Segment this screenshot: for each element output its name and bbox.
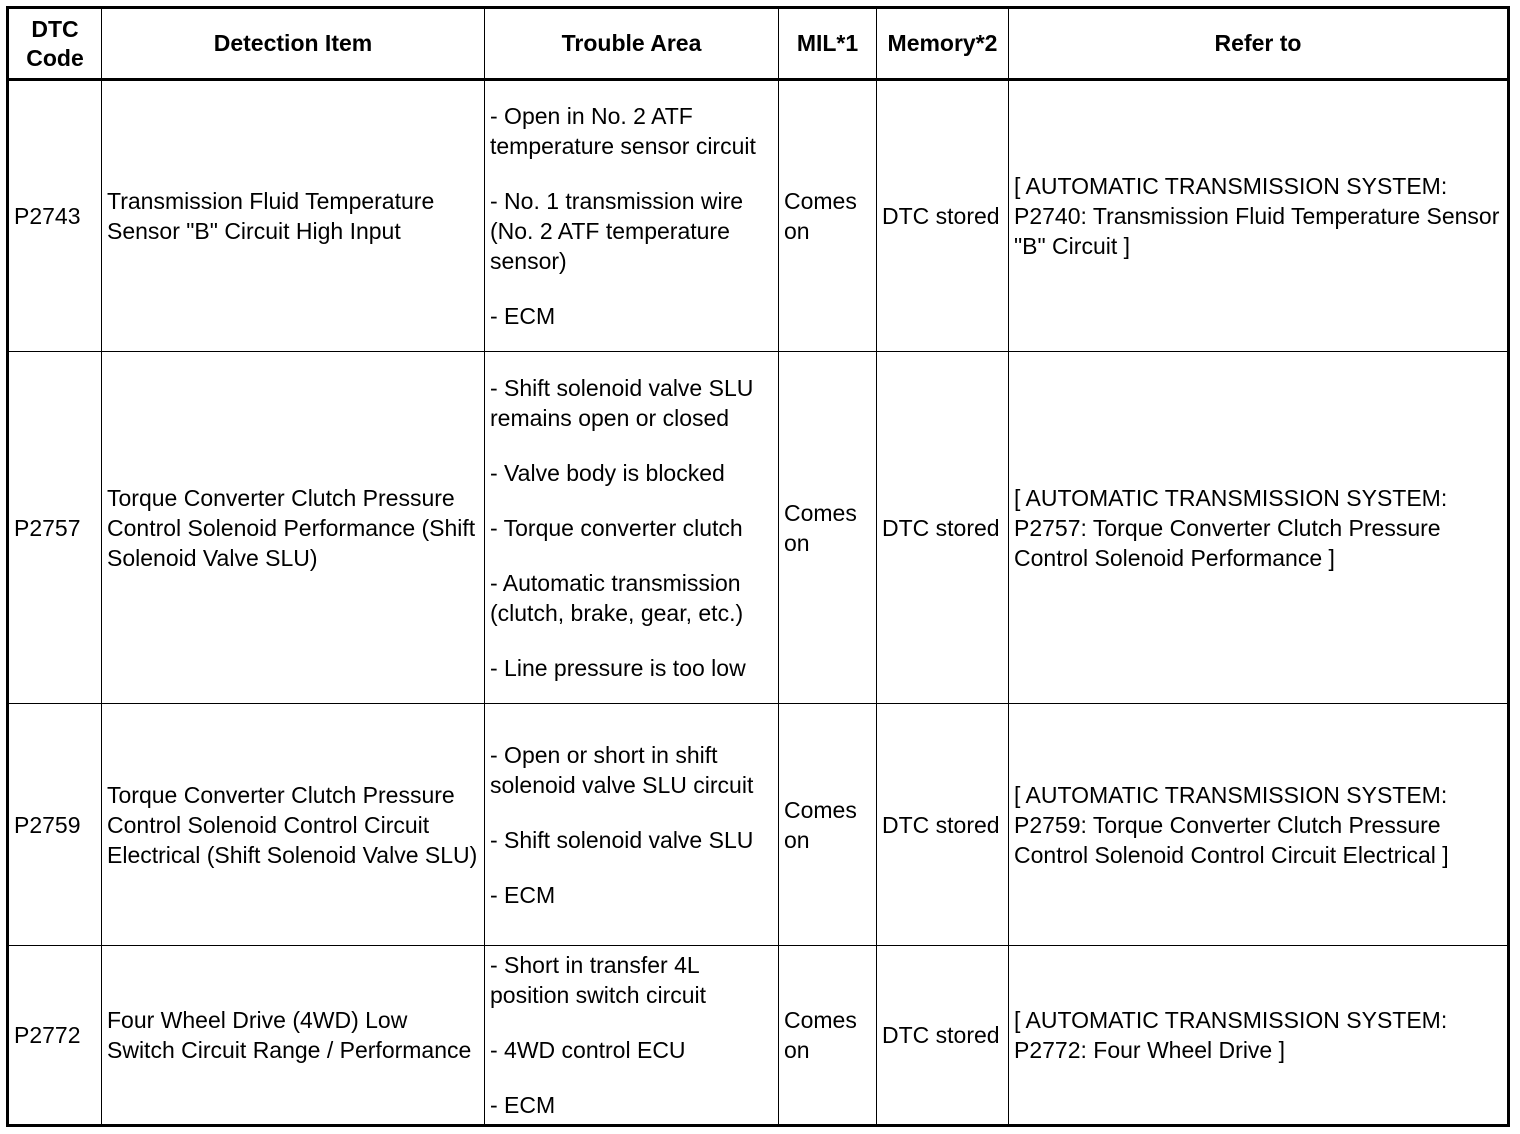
trouble-area-item: - Open or short in shift solenoid valve SLU circuit [490, 741, 754, 798]
header-refer-to: Refer to [1009, 8, 1509, 80]
trouble-area-cell [485, 704, 779, 946]
refer-to-link[interactable]: [ AUTOMATIC TRANSMISSION SYSTEM: P2740: Transmission Fluid Temperature Sensor "B" Circuit ] [1009, 80, 1509, 352]
trouble-area-cell [485, 80, 779, 352]
table-row [8, 352, 1509, 704]
mil-cell: Comes on [779, 80, 877, 352]
detection-item-cell: Four Wheel Drive (4WD) Low Switch Circuit Range / Performance [102, 946, 485, 1126]
header-dtc-code-line2: Code [26, 44, 84, 71]
table-row [8, 704, 1509, 946]
trouble-area-item: - Open in No. 2 ATF temperature sensor circuit [490, 103, 756, 159]
header-memory: Memory*2 [877, 8, 1009, 80]
memory-cell: DTC stored [877, 352, 1009, 704]
refer-to-link[interactable]: [ AUTOMATIC TRANSMISSION SYSTEM: P2757: Torque Converter Clutch Pressure Control Solenoid Performance ] [1009, 352, 1509, 704]
memory-cell: DTC stored [877, 704, 1009, 946]
table-row [8, 946, 1509, 1126]
trouble-area-item: - Automatic transmission (clutch, brake, gear, etc.) [490, 569, 744, 626]
refer-to-link[interactable]: [ AUTOMATIC TRANSMISSION SYSTEM: P2759: Torque Converter Clutch Pressure Control Solenoid Control Circuit Electrical ] [1009, 704, 1509, 946]
detection-item-cell: Torque Converter Clutch Pressure Control Solenoid Control Circuit Electrical (Shift Solenoid Valve SLU) [102, 704, 485, 946]
trouble-area-item: - Short in transfer 4L position switch circuit [490, 952, 707, 1008]
dtc-table [6, 6, 1510, 1127]
refer-to-link[interactable]: [ AUTOMATIC TRANSMISSION SYSTEM: P2772: Four Wheel Drive ] [1009, 946, 1509, 1126]
header-dtc-code-line1: DTC [31, 15, 79, 42]
memory-cell: DTC stored [877, 80, 1009, 352]
trouble-area-item: - Line pressure is too low [490, 654, 746, 681]
dtc-code-cell: P2743 [8, 80, 102, 352]
table-row [8, 80, 1509, 352]
mil-cell: Comes on [779, 946, 877, 1126]
header-dtc-code [8, 8, 102, 80]
header-trouble-area: Trouble Area [485, 8, 779, 80]
mil-cell: Comes on [779, 352, 877, 704]
trouble-area-item: - ECM [490, 303, 556, 329]
trouble-area-item: - Shift solenoid valve SLU remains open or closed [490, 374, 754, 431]
dtc-code-cell: P2759 [8, 704, 102, 946]
trouble-area-item: - No. 1 transmission wire (No. 2 ATF temperature sensor) [490, 188, 744, 274]
detection-item-cell: Torque Converter Clutch Pressure Control Solenoid Performance (Shift Solenoid Valve SLU) [102, 352, 485, 704]
dtc-code-cell: P2757 [8, 352, 102, 704]
trouble-area-cell [485, 352, 779, 704]
header-row [8, 8, 1509, 80]
header-detection-item: Detection Item [102, 8, 485, 80]
trouble-area-item: - Torque converter clutch [490, 514, 743, 541]
trouble-area-cell [485, 946, 779, 1126]
mil-cell: Comes on [779, 704, 877, 946]
trouble-area-item: - Shift solenoid valve SLU [490, 826, 754, 853]
trouble-area-item: - 4WD control ECU [490, 1037, 686, 1063]
detection-item-cell: Transmission Fluid Temperature Sensor "B" Circuit High Input [102, 80, 485, 352]
dtc-code-cell: P2772 [8, 946, 102, 1126]
trouble-area-item: - ECM [490, 881, 556, 908]
trouble-area-item: - Valve body is blocked [490, 459, 725, 486]
memory-cell: DTC stored [877, 946, 1009, 1126]
header-mil: MIL*1 [779, 8, 877, 80]
trouble-area-item: - ECM [490, 1092, 556, 1118]
